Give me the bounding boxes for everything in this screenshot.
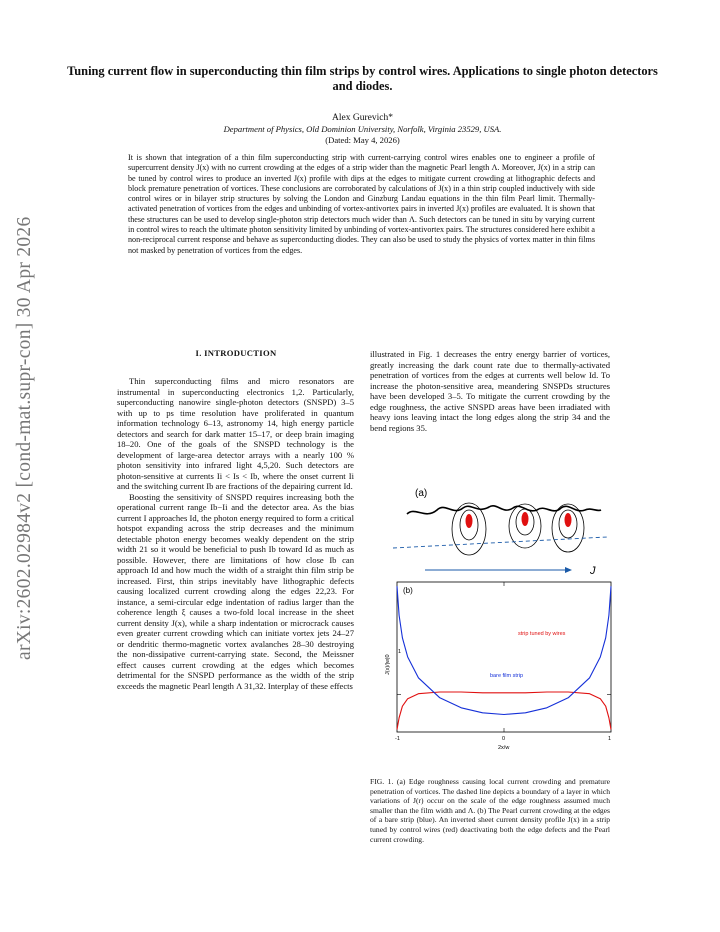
panel-a-label: (a)	[415, 488, 428, 499]
current-label: J	[590, 565, 596, 577]
panel-b-label: (b)	[403, 586, 413, 595]
paper-title: Tuning current flow in superconducting thin film strips by control wires. Applications to single photon detectors and diodes.	[67, 64, 658, 93]
vortex-loop	[452, 503, 486, 555]
paragraph: Boosting the sensitivity of SNSPD requires increasing both the operational current range Ib−Ii and the detector area. As the bias current I approaches Id, the photon energy required to form a critical hotspot expanding across the strip decreases and the minimum detectable photon energy becomes weakly dependent on the strip width 21 so it would be beneficial to push Ib toward Id as much as possible. However, there are limitations of how close Ib can approach Id and how much the width of a straight thin film strip be increased. First, thin strips inevitably have lithographic defects causing localized current crowding along the edges 22,23. For instance, a semi-circular edge indentation of radius larger than the coherence length ξ causes a two-fold local increase in the sheet current density J(x), while a sharp indentation or microcrack causes even greater current crowding which can initiate vortex jets 24–27 or dendritic thermo-magnetic vortex avalanches 28–30 destroying the non-dissipative current-carrying state. Second, the Meissner effect causes current crowding at the edges which becomes detrimental for the SNSPD performance as the width of the strip exceeds the magnetic Pearl length Λ 31,32. Interplay of these effects	[117, 491, 354, 691]
author: Alex Gurevich*	[332, 113, 393, 123]
x-tick-label: -1	[395, 736, 400, 742]
right-column-text: illustrated in Fig. 1 decreases the entry energy barrier of vortices, greatly increasing the dark count rate due to thermally-activated penetration of vortices from the edges at currents well below Id. To increase the photon-sensitive area, meandering SNSPDs structures have been developed 3–5. To mitigate the current crowding by the edge roughness, the active SNSPD areas have been irradiated with heavy ions leaving intact the long edges along the strip 34 and the bend regions 35.	[370, 349, 610, 433]
series-label-red: strip tuned by wires	[518, 631, 566, 637]
date-line: (Dated: May 4, 2026)	[325, 135, 400, 145]
arxiv-stamp: arXiv:2602.02984v2 [cond-mat.supr-con] 30 Apr 2026	[14, 216, 35, 660]
series-line	[397, 692, 611, 730]
figure-1	[385, 480, 613, 770]
plot-frame	[397, 582, 611, 732]
rough-edge-line	[407, 506, 601, 514]
plot-area	[397, 582, 611, 732]
left-column	[117, 376, 354, 691]
x-tick-label: 1	[608, 736, 612, 742]
figure-caption: FIG. 1. (a) Edge roughness causing local current crowding and premature penetration of vortices. The dashed line depicts a boundary of a layer in which variations of J(r) occur on the scale of the edge roughness assumed much smaller than the film width and Λ. (b) The Pearl current crowding at the edges of a bare strip (blue). An inverted sheet current density profile J(x) in a strip tuned by control wires (red) deactivating both the edge defects and the Pearl current crowding.	[370, 777, 610, 844]
x-axis-label: 2x/w	[498, 745, 510, 751]
current-arrowhead	[565, 567, 572, 573]
y-axis-label: J(x)/|w|0	[385, 654, 391, 675]
x-tick-label: 0	[502, 736, 506, 742]
affiliation: Department of Physics, Old Dominion University, Norfolk, Virginia 23529, USA.	[223, 124, 502, 134]
figure-svg	[385, 480, 613, 770]
arxiv-stamp-container	[14, 190, 54, 660]
dashed-boundary-line	[393, 537, 607, 548]
series-line	[397, 586, 611, 714]
section-heading: I. INTRODUCTION	[195, 348, 277, 358]
paragraph: Thin superconducting films and micro resonators are instrumental in superconducting electronics 1,2. Particularly, superconducting nanowire single-photon detectors (SNSPD) 3–5 with up to ps time resolution have proliferated in quantum information technology 6–13, astronomy 14, high energy particle detectors and search for dark matter 15–17, or deep brain imaging 18–20. One of the goals of the SNSPD technology is the development of large-area detector arrays with a nearly 100 % photon sensitivity into infrared light 4,5,20. Such detectors are photon-sensitive at currents Ii < Is < Ib, where the onset current Ii and the switching current Ib are fractions of the depairing current Id.	[117, 376, 354, 491]
vortex-loop	[552, 504, 584, 552]
y-tick-label: 1	[398, 649, 402, 655]
abstract: It is shown that integration of a thin film superconducting strip with current-carrying control wires enables one to engineer a profile of supercurrent density J(x) with no current crowding at the edges of a strip wider than the magnetic Pearl length Λ. Moreover, J(x) in a strip can be tuned by control wires to produce an inverted J(x) profile with dips at the edges to mitigate current crowding at lithographic defects and block premature penetration of vortices. These conclusions are corroborated by calculations of J(x) in a thin strip coupled inductively with side control wires or in bilayer strip structures by solving the London and Ginzburg Landau equations in the thin film Pearl limit. Thermally-activated penetration of vortices from the edges and unbinding of vortex-antivortex pairs in inverted J(x) profiles are evaluated. It is shown that these structures can be used to develop single-photon strip detectors much wider than Λ. Such detectors can be tuned in situ by varying current in control wires to reach the ultimate photon sensitivity limited by unbinding of vortex-antivortex pairs. The structures considered here exhibit a non-reciprocal current response and behave as superconducting diodes. They can also be used to study the physics of vortex matter in thin films not masked by penetration of vortices from the edges.	[128, 153, 595, 255]
series-label-blue: bare film strip	[490, 673, 524, 679]
